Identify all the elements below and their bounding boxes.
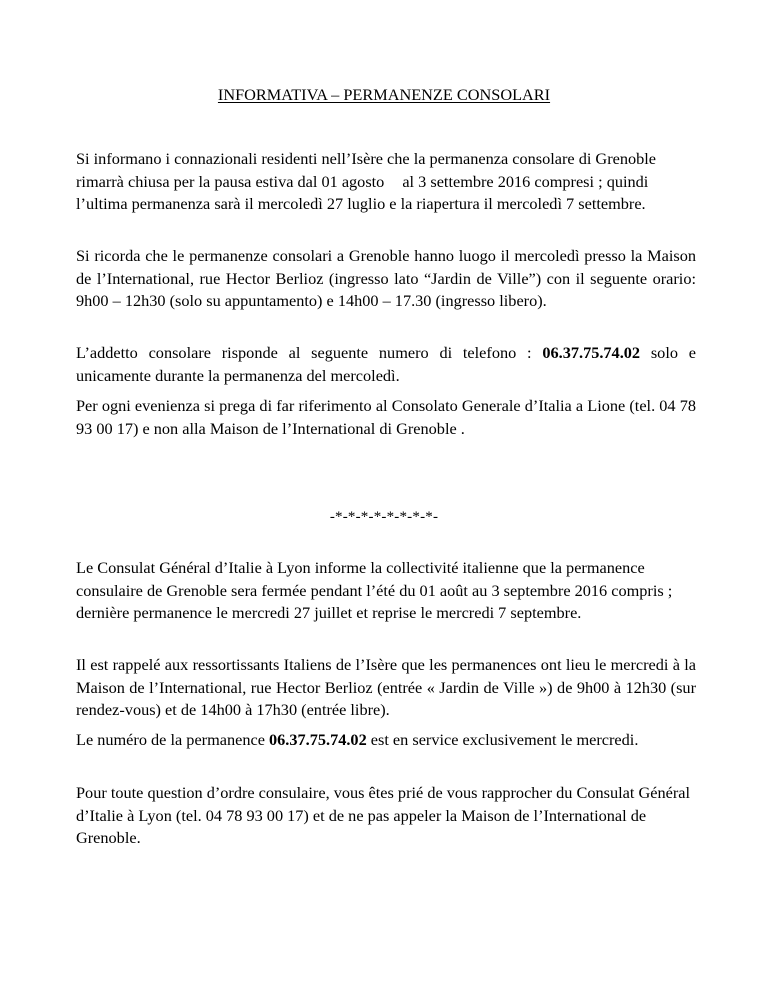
section-divider: -*-*-*-*-*-*-*-*- (329, 509, 439, 525)
french-phone-intro: Le numéro de la permanence (76, 730, 270, 749)
french-paragraph-schedule: Il est rappelé aux ressortissants Italiens de l’Isère que les permanences ont lieu le mercredi à la Maison de l’International, rue Hector Berlioz (entrée « Jardin de Ville ») de 9h00 à 12h30 (sur rendez-vous) et de 14h00 à 17h30 (entrée libre). (76, 655, 696, 719)
french-phone-number: 06.37.75.74.02 (269, 730, 367, 749)
french-paragraph-phone (76, 729, 696, 752)
french-phone-outro: est en service exclusivement le mercredi. (366, 730, 639, 749)
italian-closure-text-1: Si informano i connazionali residenti nell’Isère che la permanenza consolare di Grenoble rimarrà chiusa per la pausa estiva dal 01 agosto (76, 149, 657, 191)
italian-paragraph-schedule: Si ricorda che le permanenze consolari a Grenoble hanno luogo il mercoledì presso la Maison de l’International, rue Hector Berlioz (ingresso lato “Jardin de Ville”) con il seguente orario: 9h00 – 12h30 (solo su appuntamento) e 14h00 – 17.30 (ingresso libero). (76, 246, 696, 310)
italian-closure-text-2: al 3 settembre 2016 compresi ; quindi l’ultima permanenza sarà il mercoledì 27 luglio e la riapertura il mercoledì 7 settembre. (76, 171, 649, 213)
italian-phone-outro: solo e unicamente durante la permanenza del mercoledì. (76, 343, 696, 385)
italian-paragraph-phone (76, 342, 696, 387)
italian-paragraph-closure (76, 148, 696, 216)
italian-phone-number: 06.37.75.74.02 (542, 343, 641, 362)
french-paragraph-contact: Pour toute question d’ordre consulaire, vous êtes prié de vous rapprocher du Consulat Général d’Italie à Lyon (tel. 04 78 93 00 17) et de ne pas appeler la Maison de l’International de Grenoble. (76, 783, 690, 847)
italian-paragraph-contact: Per ogni evenienza si prega di far riferimento al Consolato Generale d’Italia a Lione (tel. 04 78 93 00 17) e non alla Maison de l’International di Grenoble . (76, 396, 696, 438)
french-paragraph-closure: Le Consulat Général d’Italie à Lyon informe la collectivité italienne que la permanence consulaire de Grenoble sera fermée pendant l’été du 01 août au 3 septembre 2016 compris ; dernière permanence le mercredi 27 juillet et reprise le mercredi 7 septembre. (76, 558, 673, 622)
italian-phone-intro: L’addetto consolare risponde al seguente numero di telefono : (76, 343, 543, 362)
document-title: INFORMATIVA – PERMANENZE CONSOLARI (217, 85, 551, 104)
